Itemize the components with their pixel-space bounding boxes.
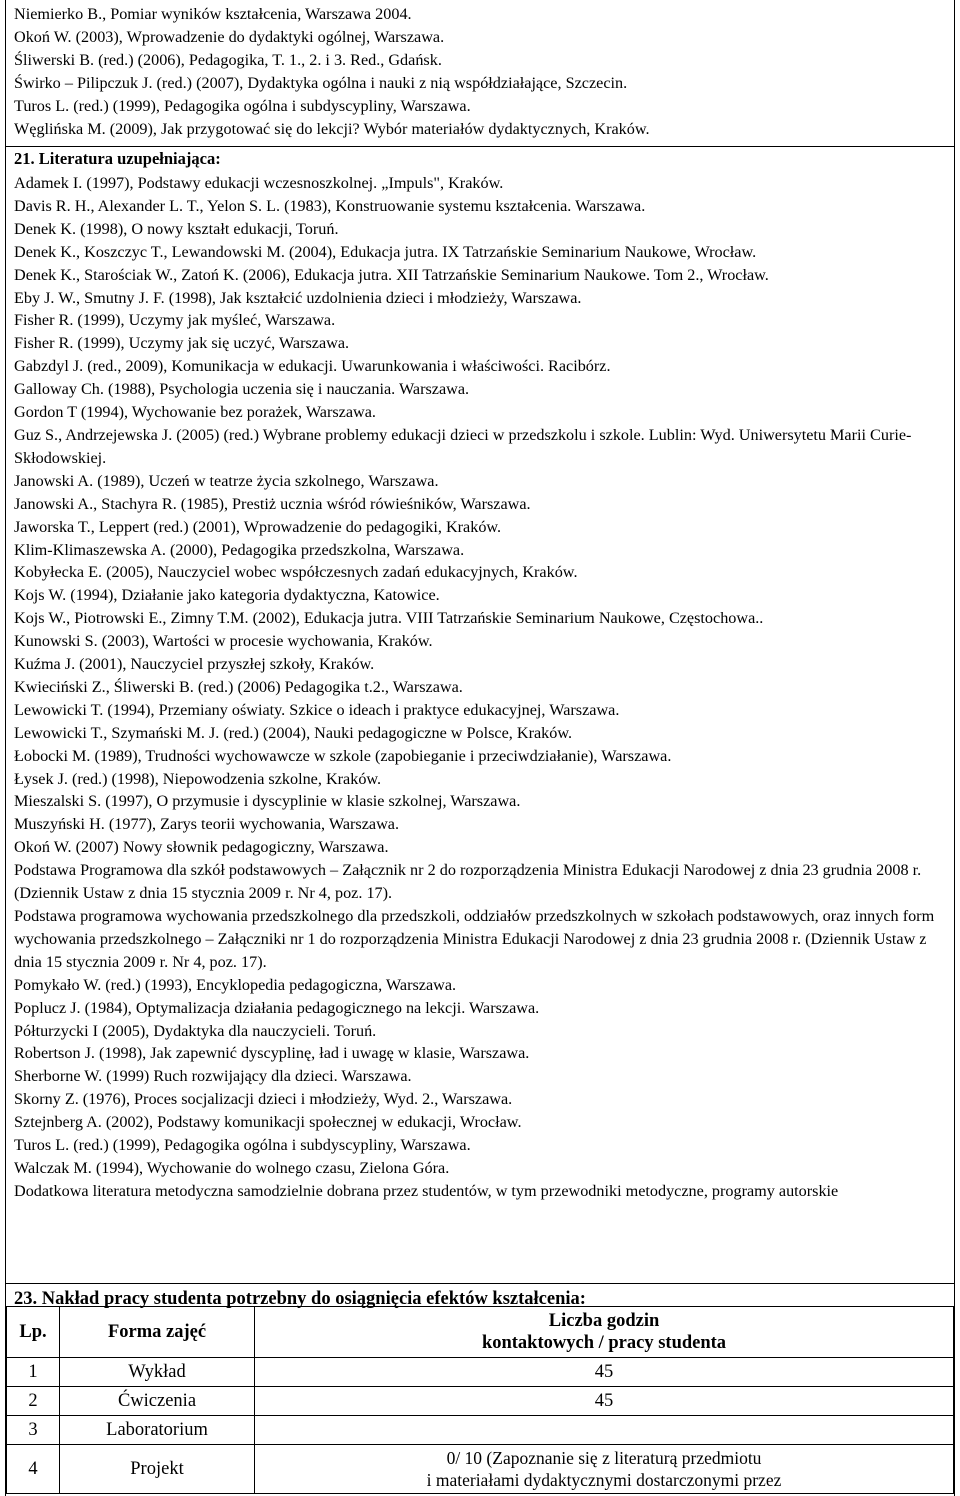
reference-entry: Jaworska T., Leppert (red.) (2001), Wprowadzenie do pedagogiki, Kraków. [14,517,502,536]
table-row [7,1358,954,1387]
workload-table [6,1306,954,1494]
cell-lp: 1 [7,1358,60,1387]
reference-entry: Dodatkowa literatura metodyczna samodzielnie dobrana przez studentów, w tym przewodniki metodyczne, programy autorskie [14,1181,839,1200]
reference-entry: Gordon T (1994), Wychowanie bez porażek, Warszawa. [14,403,376,422]
reference-entry: Sztejnberg A. (2002), Podstawy komunikacji społecznej w edukacji, Wrocław. [14,1113,522,1132]
reference-entry: Kwieciński Z., Śliwerski B. (red.) (2006) Pedagogika t.2., Warszawa. [14,677,463,696]
reference-entry: Fisher R. (1999), Uczymy jak się uczyć, Warszawa. [14,334,350,353]
cell-hours-line2: i materiałami dydaktycznymi dostarczonymi przez [426,1470,782,1490]
cell-lp: 2 [7,1387,60,1416]
reference-entry: Podstawa Programowa dla szkół podstawowych – Załącznik nr 2 do rozporządzenia Ministra Edukacji Narodowej z dnia 23 grudnia 2008 r. (Dziennik Ustaw z dnia 15 stycznia 2009 r. Nr 4, poz. 17). [14,861,922,903]
reference-entry: Podstawa programowa wychowania przedszkolnego dla przedszkoli, oddziałów przedszkolnych w szkołach podstawowych, oraz innych form wychowania przedszkolnego – Załączniki nr 1 do rozporządzenia Ministra Edukacji Narodowej z dnia 23 grudnia 2008 r. (Dziennik Ustaw z dnia 15 stycznia 2009 r. Nr 4, poz. 17). [14,907,935,971]
reference-entry: Klim-Klimaszewska A. (2000), Pedagogika przedszkolna, Warszawa. [14,540,465,559]
reference-entry: Turos L. (red.) (1999), Pedagogika ogólna i subdyscypliny, Warszawa. [14,96,471,115]
header-hours [255,1307,954,1358]
reference-entry: Kuźma J. (2001), Nauczyciel przyszłej szkoły, Kraków. [14,655,375,674]
cell-hours-line1: 0/ 10 (Zapoznanie się z literaturą przedmiotu [446,1448,762,1468]
reference-entry: Eby J. W., Smutny J. F. (1998), Jak kształcić uzdolnienia dzieci i młodzieży, Warszawa. [14,288,582,307]
cell-form: Projekt [60,1445,255,1494]
reference-entry: Kojs W. (1994), Działanie jako kategoria dydaktyczna, Katowice. [14,586,440,605]
reference-entry: Okoń W. (2007) Nowy słownik pedagogiczny, Warszawa. [14,838,389,857]
reference-entry: Davis R. H., Alexander L. T., Yelon S. L. (1983), Konstruowanie systemu kształcenia. Warszawa. [14,196,646,215]
reference-entry: Denek K., Koszczyc T., Lewandowski M. (2004), Edukacja jutra. IX Tatrzańskie Seminarium Naukowe, Wrocław. [14,242,757,261]
header-hours-line2: kontaktowych / pracy studenta [481,1333,727,1353]
reference-entry: Węglińska M. (2009), Jak przygotować się do lekcji? Wybór materiałów dydaktycznych, Kraków. [14,119,650,138]
reference-entry: Adamek I. (1997), Podstawy edukacji wczesnoszkolnej. „Impuls", Kraków. [14,174,504,192]
reference-entry: Okoń W. (2003), Wprowadzenie do dydaktyki ogólnej, Warszawa. [14,27,445,46]
table-row [7,1445,954,1494]
reference-entry: Łysek J. (red.) (1998), Niepowodzenia szkolne, Kraków. [14,769,382,788]
reference-entry: Lewowicki T., Szymański M. J. (red.) (2004), Nauki pedagogiczne w Polsce, Kraków. [14,723,573,742]
section-21-heading: 21. Literatura uzupełniająca: [14,149,221,168]
reference-entry: Kobyłecka E. (2005), Nauczyciel wobec współczesnych zadań edukacyjnych, Kraków. [14,563,578,582]
cell-lp: 4 [7,1445,60,1494]
reference-entry: Kojs W., Piotrowski E., Zimny T.M. (2002), Edukacja jutra. VIII Tatrzańskie Seminarium Naukowe, Częstochowa.. [14,609,764,628]
cell-form: Laboratorium [60,1416,255,1445]
reference-entry: Galloway Ch. (1988), Psychologia uczenia się i nauczania. Warszawa. [14,380,470,399]
reference-entry: Kunowski S. (2003), Wartości w procesie wychowania, Kraków. [14,632,433,651]
reference-entry: Poplucz J. (1984), Optymalizacja działania pedagogicznego na lekcji. Warszawa. [14,998,540,1017]
reference-entry: Lewowicki T. (1994), Przemiany oświaty. Szkice o ideach i praktyce edukacyjnej, Warszawa. [14,700,620,719]
reference-entry: Pomykało W. (red.) (1993), Encyklopedia pedagogiczna, Warszawa. [14,975,457,994]
reference-entry: Walczak M. (1994), Wychowanie do wolnego czasu, Zielona Góra. [14,1158,450,1177]
reference-entry: Turos L. (red.) (1999), Pedagogika ogólna i subdyscypliny, Warszawa. [14,1136,471,1155]
header-hours-line1: Liczba godzin [548,1311,660,1331]
cell-hours: 45 [255,1387,954,1416]
section-divider [6,1283,954,1284]
page-frame [5,0,955,1496]
reference-entry: Denek K. (1998), O nowy kształt edukacji, Toruń. [14,219,339,238]
reference-entry: Skorny Z. (1976), Proces socjalizacji dzieci i młodzieży, Wyd. 2., Warszawa. [14,1090,513,1109]
reference-entry: Janowski A., Stachyra R. (1985), Prestiż ucznia wśród rówieśników, Warszawa. [14,494,531,513]
section-23-heading: 23. Nakład pracy studenta potrzebny do osiągnięcia efektów kształcenia: [14,1289,586,1309]
reference-entry: Denek K., Starościak W., Zatoń K. (2006), Edukacja jutra. XII Tatrzańskie Seminarium Naukowe. Tom 2., Wrocław. [14,265,769,284]
table-row [7,1387,954,1416]
reference-entry: Fisher R. (1999), Uczymy jak myśleć, Warszawa. [14,311,336,330]
table-row [7,1416,954,1445]
reference-entry: Niemierko B., Pomiar wyników kształcenia, Warszawa 2004. [14,5,412,23]
cell-hours: 45 [255,1358,954,1387]
reference-entry: Janowski A. (1989), Uczeń w teatrze życia szkolnego, Warszawa. [14,471,439,490]
cell-lp: 3 [7,1416,60,1445]
reference-entry: Łobocki M. (1989), Trudności wychowawcze w szkole (zapobieganie i przeciwdziałanie), Warszawa. [14,746,672,765]
reference-entry: Guz S., Andrzejewska J. (2005) (red.) Wybrane problemy edukacji dzieci w przedszkolu i szkole. Lublin: Wyd. Uniwersytetu Marii Curie-Skłodowskiej. [14,425,912,467]
header-lp: Lp. [7,1307,60,1358]
cell-form: Wykład [60,1358,255,1387]
section-divider [6,146,954,147]
reference-entry: Gabzdyl J. (red., 2009), Komunikacja w edukacji. Uwarunkowania i właściwości. Racibórz. [14,357,611,376]
reference-entry: Robertson J. (1998), Jak zapewnić dyscyplinę, ład i uwagę w klasie, Warszawa. [14,1044,530,1063]
cell-hours [255,1445,954,1494]
reference-entry: Muszyński H. (1977), Zarys teorii wychowania, Warszawa. [14,815,399,834]
reference-entry: Śliwerski B. (red.) (2006), Pedagogika, T. 1., 2. i 3. Red., Gdańsk. [14,50,442,69]
basic-literature-list [14,3,946,140]
header-form: Forma zajęć [60,1307,255,1358]
cell-hours [255,1416,954,1445]
reference-entry: Świrko – Pilipczuk J. (red.) (2007), Dydaktyka ogólna i nauki z nią współdziałające, Szczecin. [14,73,628,92]
reference-entry: Sherborne W. (1999) Ruch rozwijający dla dzieci. Warszawa. [14,1067,412,1086]
table-header-row [7,1307,954,1358]
cell-form: Ćwiczenia [60,1387,255,1416]
reference-entry: Półturzycki I (2005), Dydaktyka dla nauczycieli. Toruń. [14,1021,377,1040]
reference-entry: Mieszalski S. (1997), O przymusie i dyscyplinie w klasie szkolnej, Warszawa. [14,792,521,811]
supplementary-literature-list [14,172,946,1203]
